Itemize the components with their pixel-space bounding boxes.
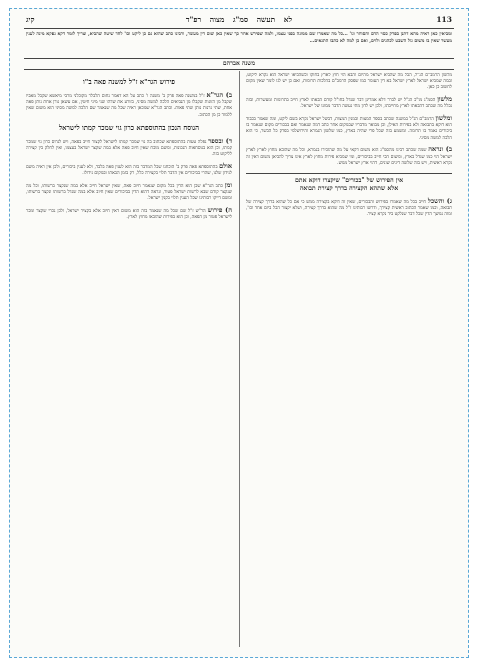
page-number-hebrew: קיג xyxy=(26,15,35,24)
paragraph-text: הסמ"ג מו"כ הנ"ל יש לברר דלא אמרינן דבר שגדל בחו"ל קודם הבאתו לארץ חייב בתרומות ומעשרות, ובזה נכלל מה שכתב דהבאתו לארץ מחייבתו, ולכן יש לדון מתי נעשה הדבר ממונו של ישראל. xyxy=(246,98,452,110)
paragraph xyxy=(246,146,452,167)
paragraph-text: כתב הגר"א שכן הוא הדין בכל מקום שנאמר חיוב פאה, שאין ישראל חייב אלא במה שנקצר ברשותו, וכל מה שנקצר קודם שבא לרשות ישראל פטור, ונראה דהוא הדין בביכורים שאין חיוב אלא במה שגדל ברשותו ונקצר ברשותו, ומשם דייקו רבותינו שכל הענין תלוי בקנין ישראל. xyxy=(26,183,232,202)
running-title: לא תעשה סמ"ג מצוה רפ"ד xyxy=(185,15,293,24)
section-heading-line1: אין הפירוש של "בכורים" שיקצרו דוקא אתם xyxy=(294,176,404,184)
page-number: 113 xyxy=(436,15,452,24)
right-column xyxy=(246,73,452,649)
paragraph xyxy=(26,163,232,177)
section-rule-lower xyxy=(24,69,454,70)
section-heading-line2: אלא שתהא הקצירה בדרך קצירת תבואה xyxy=(299,184,399,192)
top-paragraph: ומביאין כאן ראיה מהא דתנן בפרק כסוי הדם והסוחר וגו' ...כל מה שאמרו שם ממונה בפני עצמו, ולמה שפירש אחר כך שאין כאן שום דין מעשר, ורבינו כתב שהוא גם כן ליקט וכו' לחד שיטה שהביא, וצריך לומר דקא נפקא מינה לענין מעשר שאין בו משום גזל השבט לכהנים ולוים, ואם כן למה לא כתבו התנאים... xyxy=(26,32,452,44)
paragraph-keyword: ג) והשכל xyxy=(427,196,452,205)
paragraph-keyword: אולם xyxy=(219,161,232,170)
section-heading: פירוש הגר"א ז"ל למשנה פאה ב"ו xyxy=(83,78,175,86)
section-heading: הנוסח הנכון בהתוספתא כרון גוי שמכר קמתו לישראל xyxy=(59,123,199,132)
paragraph xyxy=(246,115,452,142)
paragraph-keyword: מלשון xyxy=(437,95,452,104)
paragraph-text: חייב בכל מה שאמרו בפירוש והבכורים, שאין זה דוקא בקצירה ממש כי אם כל שהוא בדרך קצירה של תבואה, וכמו שאמר הכתוב ראשית קצירך, ודרשו רבותינו ז"ל מה שהוא בדרך קצירה, ושלא יקצור הכל ביום אחד וכו', ומזה נמשך הדין שכל דבר שנלקט ביד נקרא קציר. xyxy=(246,199,452,218)
paragraph-text: מלשון הרמב"ם הנ"ל, הבל מה שהביא ישראל מהיום והבא הוי חוץ לארץ בחוקו וכשהביאו ישראל הוא נקרא ליקוט, ובמה שמביא ישראל לארץ ישראל בא דין העומר כמו שפסק הרמב"ם בהלכות תרומות, ואם כן יש לנו לומר שאין מקום לחשוב כן כאן. xyxy=(246,73,452,91)
paragraph-keyword: ד) ובספר xyxy=(208,136,232,145)
paragraph xyxy=(246,198,452,219)
paragraph-keyword: ב) ונראה xyxy=(428,145,452,154)
header-rule xyxy=(24,28,454,29)
paragraph xyxy=(246,96,452,110)
section-rule xyxy=(24,58,454,59)
paragraph xyxy=(26,207,232,221)
left-column xyxy=(26,73,232,649)
paragraph-text: נפלה טעות בהתוספתא שכתוב בה גוי שמכר קמתו לישראל לקצור חייב בפאה, ויש לגרוס כרון גוי שמכר קמתו, וכן הוא בנוסחאות הנכונות, ומשם מוכח שאין חיוב פאה אלא במה שקצר ישראל בעצמו, ואין לחלק בין קצירה לליקוט בזה. xyxy=(26,139,232,158)
paragraph-text: הרמב"ם הנ"ל במשנה שכתב בספר המצות ובמנין המצות, דבשל ישראל נקרא בשם ליקט, ומה שאמר בכבוד הוא דוקא בתבואה ולא בפירות האילן, וכן מבואר מדבריו שבמקום אחר כתב דמה שנאמר ואם בבכורים מקום שנאמר בו ביכורים נאמר בו תרומה. ומשמע בזה שכל פרי שהיה בארץ, כמו שלשון הגמרא והירושלמי בפרק כל הבשר, כי הוא הלכה למשה מסיני. xyxy=(246,117,452,141)
paragraph xyxy=(26,92,232,119)
paragraph-text: הר"ש ז"ל שם שכל מה שנאמר בזה הוא משום דאין חיוב אלא בקציר ישראל, ולכן נכרי שקצר ומכר לישראל פטור מן הפאה, וכן הוא בפירות שהובאו מחוץ לארץ. xyxy=(26,208,232,221)
section-label: משנה אברהם xyxy=(222,60,256,67)
paragraph-keyword: ב) הגר"א xyxy=(206,91,232,99)
paragraph-keyword: ומלשון xyxy=(435,114,452,123)
book-page xyxy=(9,8,469,658)
paragraph-keyword: ה) פירוש xyxy=(207,205,232,214)
paragraph xyxy=(26,138,232,159)
paragraph xyxy=(26,182,232,203)
paragraph-text: בהתוספתא פאה פרק ב' הוכחנו שכל המדבר בזה הוא לענין פאה בלבד, ולא לענין ביכורים, ולכן אין ראיה משם לנידון שלנו, שהרי בביכורים אין הדבר תלוי בקצירה כלל, רק בזמן הבאתו ובמקום גידולו. xyxy=(26,164,232,177)
column-divider xyxy=(239,71,240,647)
paragraph-keyword: ומן xyxy=(224,180,232,189)
paragraph-text: שמה שכתב רבינו מהסמ"ג הוא משום דקאי על מה שהזכירו בגמרא, וכל מה שהובא מחוץ לארץ לארץ ישראל הוי כמו שגדל בארץ, ומשום הכי חייב בביכורים, ומי שמביא פירות מחוץ לארץ אינו צריך להביאן משום דאין זה נקרא ראשית, ויש בזה שלשה דינים שונים, דהוי ארץ ישראל ממש. xyxy=(246,148,452,166)
paragraph xyxy=(246,73,452,92)
paragraph-text: ז"ל במשנה פאה פרק ב' משנה ו' כתב על הא דאמר נחום הלבלר מקובלני מרבי מיאשא שקבל מאביו שקבל מן הזוגות שקבלו מן הנביאים הלכה למשה מסיני, בזורע את שדהו שני מיני חיטין, אם עשאן גורן אחת נותן פאה אחת, שתי גרנות נותן שתי פאות. וכתב הגר"א שמכאן ראיה שכל מה שנאמר שם הלכה למשה מסיני הוא משום שאין ללמוד כן מן הכתוב. xyxy=(26,94,232,118)
section-heading xyxy=(246,173,452,193)
running-header xyxy=(10,15,468,27)
